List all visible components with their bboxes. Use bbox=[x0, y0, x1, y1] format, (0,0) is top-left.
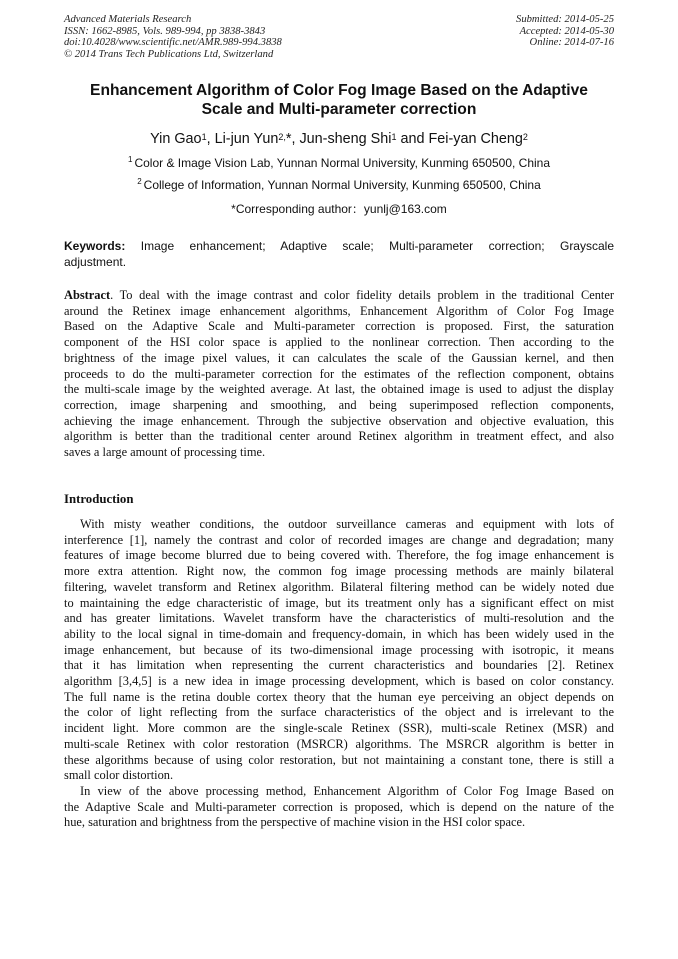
introduction-para-1 bbox=[64, 517, 614, 831]
abstract-line: algorithm is better than the traditional center around Retinex algorithm in treatment effect, and also bbox=[64, 429, 614, 444]
author-affil-sup: 2 bbox=[522, 132, 528, 142]
affiliation-sup: 1 bbox=[127, 155, 133, 164]
author-affil-sup: 1 bbox=[391, 132, 397, 142]
intro-line: In view of the above processing method, Enhancement Algorithm of Color Fog Image Based on bbox=[80, 783, 614, 798]
issn-line: ISSN: 1662-8985, Vols. 989-994, pp 3838-3843 bbox=[64, 25, 266, 37]
abstract-line: Based on the Adaptive Scale and Multi-parameter correction is proposed. First, the saturation bbox=[64, 319, 614, 334]
affiliation-2 bbox=[0, 178, 678, 192]
keywords-text: Image enhancement; Adaptive scale; Multi-parameter correction; Grayscale bbox=[140, 239, 614, 253]
abstract-line: around the Retinex image enhancement algorithms, Enhancement Algorithm of Color Fog Image bbox=[64, 303, 614, 318]
intro-line: and has greater limitations. Wavelet transform have the characteristics of multi-resolution and the bbox=[64, 611, 614, 626]
intro-line: that it has limitation when representing the current characteristics and boundaries [2]. Retinex bbox=[64, 658, 614, 673]
abstract-line: saves a large amount of processing time. bbox=[64, 445, 266, 460]
intro-line: these algorithms because of using color restoration, but not maintaining a constant tone, there is still a bbox=[64, 752, 614, 767]
abstract-line: component of the HSI color space is applied to the nonlinear correction. Then according to the bbox=[64, 335, 614, 350]
doi-line: doi:10.4028/www.scientific.net/AMR.989-994.3838 bbox=[64, 37, 282, 49]
intro-line: algorithm [3,4,5] is a new idea in image processing development, which is based on color constancy. bbox=[64, 674, 614, 689]
author-list bbox=[0, 130, 678, 148]
paper-title bbox=[70, 81, 608, 119]
intro-line: The full name is the retina double cortex theory that the human eye perceiving an object depends on bbox=[64, 689, 614, 704]
intro-line: ability to the local signal in time-domain and frequency-domain, in which has been widely used in the bbox=[64, 626, 614, 641]
intro-line: to maintaining the edge characteristic of image, but its treatment only has a significant effect on mist bbox=[64, 595, 614, 610]
intro-line: small color distortion. bbox=[64, 768, 174, 783]
accepted-date: Accepted: 2014-05-30 bbox=[519, 25, 614, 37]
abstract-line: correction, image sharpening and smoothing, and being superimposed reflection components, bbox=[64, 397, 614, 412]
intro-line: the Adaptive Scale and Multi-parameter correction is proposed, which is depend on the nature of the bbox=[64, 799, 614, 814]
submitted-date: Submitted: 2014-05-25 bbox=[516, 14, 614, 25]
dates-info bbox=[516, 14, 614, 49]
abstract-line: brightness of the image pixel values, it can calculates the scale of the Gaussian kernel, and then bbox=[64, 350, 614, 365]
section-heading-introduction: Introduction bbox=[64, 492, 134, 506]
abstract-line: proceeds to do the multi-parameter correction for the estimates of the reflection component, obtains bbox=[64, 366, 614, 381]
author-affil-sup: 1 bbox=[201, 132, 207, 142]
author-sep: *, bbox=[285, 131, 300, 147]
author-name: Fei-yan Cheng bbox=[428, 131, 523, 147]
intro-line: features of image become blurred due to being covered with. Therefore, the fog image enhancement is bbox=[64, 548, 614, 563]
abstract-text: . To deal with the image contrast and color fidelity details problem in the traditional Center bbox=[110, 288, 614, 302]
author-sep: and bbox=[396, 131, 429, 147]
intro-line: interference [1], namely the contrast and color of recorded images are change and degradation; many bbox=[64, 532, 614, 547]
intro-line: more extra attention. Right now, the common fog image processing methods are mainly bilateral bbox=[64, 564, 614, 579]
author-name: Li-jun Yun bbox=[214, 131, 279, 147]
abstract-line: the multi-scale image by the weighted average. At last, the obtained image is used to adjust the display bbox=[64, 382, 614, 397]
intro-line: image enhancement, but because of its two-dimensional image processing with isotropic, it means bbox=[64, 642, 614, 657]
intro-line: With misty weather conditions, the outdoor surveillance cameras and equipment with lots of bbox=[80, 517, 614, 531]
affiliation-text: Color & Image Vision Lab, Yunnan Normal University, Kunming 650500, China bbox=[134, 156, 551, 170]
affiliation-sup: 2 bbox=[137, 177, 142, 186]
copyright-line: © 2014 Trans Tech Publications Ltd, Switzerland bbox=[64, 48, 274, 60]
keywords-text: adjustment. bbox=[64, 255, 127, 269]
affiliation-1 bbox=[0, 156, 678, 170]
journal-name: Advanced Materials Research bbox=[64, 14, 192, 25]
intro-line: incident light. More common are the single-scale Retinex (SSR), multi-scale Retinex (MSR) and bbox=[64, 721, 614, 736]
author-affil-sup: 2, bbox=[278, 132, 286, 142]
journal-info bbox=[64, 14, 282, 60]
keywords-block bbox=[64, 238, 614, 270]
intro-line: hue, saturation and brightness from the perspective of machine vision in the HSI color space. bbox=[64, 815, 526, 830]
corresponding-author: *Corresponding author：yunlj@163.com bbox=[231, 202, 447, 216]
author-name: Jun-sheng Shi bbox=[299, 131, 392, 147]
online-date: Online: 2014-07-16 bbox=[529, 37, 614, 49]
author-sep: , bbox=[206, 131, 215, 147]
intro-line: the color of light reflecting from the surface characteristics of the object and is irrelevant to the bbox=[64, 705, 614, 720]
author-name: Yin Gao bbox=[150, 131, 202, 147]
abstract-line bbox=[64, 288, 614, 304]
affiliation-text: College of Information, Yunnan Normal University, Kunming 650500, China bbox=[143, 178, 541, 192]
intro-line: multi-scale Retinex with color restoration (MSRCR) algorithms. The MSRCR algorithm is better in bbox=[64, 736, 614, 751]
abstract bbox=[64, 288, 614, 461]
title-line: Enhancement Algorithm of Color Fog Image Based on the Adaptive bbox=[90, 82, 588, 99]
title-line: Scale and Multi-parameter correction bbox=[201, 101, 477, 118]
abstract-label: Abstract bbox=[64, 288, 111, 302]
intro-line: filtering, wavelet transform and Retinex algorithm. Bilateral filtering method can be widely noted due bbox=[64, 579, 614, 594]
abstract-line: achieving the image enhancement. Through the subjective observation and objective evaluation, this bbox=[64, 413, 614, 428]
keywords-line bbox=[64, 238, 614, 254]
keywords-label: Keywords: bbox=[64, 239, 126, 253]
